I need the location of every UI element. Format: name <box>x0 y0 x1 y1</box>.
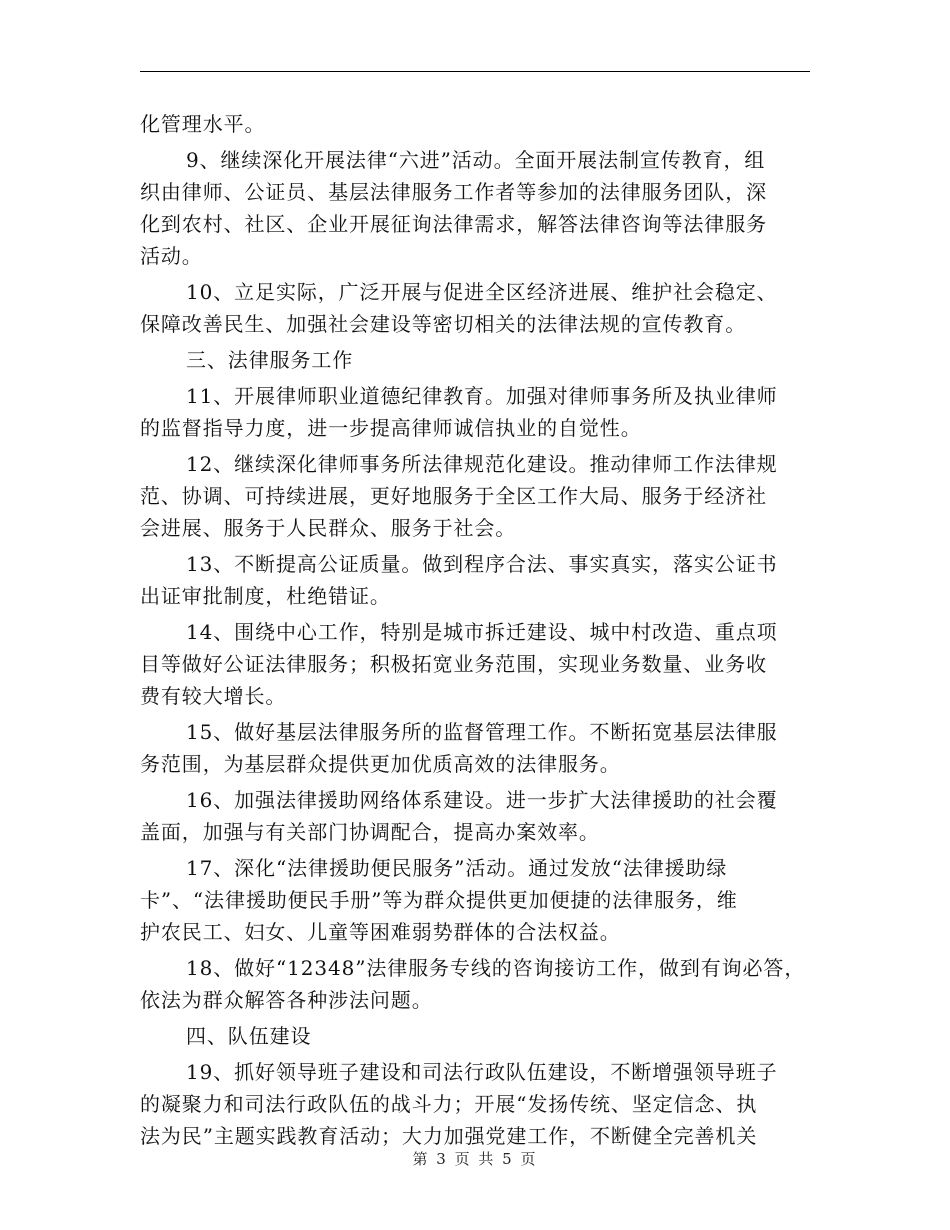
text-line: 盖面，加强与有关部门协调配合，提高办案效率。 <box>140 820 600 844</box>
text-line: 护农民工、妇女、儿童等困难弱势群体的合法权益。 <box>140 920 621 944</box>
text-line: 三、法律服务工作 <box>186 348 354 372</box>
text-line: 范、协调、可持续进展，更好地服务于全区工作大局、服务于经济社 <box>140 484 767 508</box>
text-line: 10、立足实际，广泛开展与促进全区经济进展、维护社会稳定、 <box>186 280 778 304</box>
text-line: 法为民”主题实践教育活动；大力加强党建工作，不断健全完善机关 <box>140 1124 758 1148</box>
paragraph <box>140 784 812 848</box>
text-line: 13、不断提高公证质量。做到程序合法、事实真实，落实公证书 <box>186 552 778 576</box>
text-line: 18、做好“12348”法律服务专线的咨询接访工作，做到有询必答， <box>186 956 806 980</box>
text-line: 的凝聚力和司法行政队伍的战斗力；开展“发扬传统、坚定信念、执 <box>140 1092 758 1116</box>
paragraph <box>140 1056 812 1152</box>
text-line: 11、开展律师职业道德纪律教育。加强对律师事务所及执业律师 <box>186 384 778 408</box>
paragraph <box>140 380 812 444</box>
text-line: 12、继续深化律师事务所法律规范化建设。推动律师工作法律规 <box>186 452 778 476</box>
paragraph <box>140 276 812 340</box>
paragraph <box>140 344 812 376</box>
text-line: 15、做好基层法律服务所的监督管理工作。不断拓宽基层法律服 <box>186 720 778 744</box>
paragraph <box>140 1020 812 1052</box>
text-line: 16、加强法律援助网络体系建设。进一步扩大法律援助的社会覆 <box>186 788 778 812</box>
paragraph <box>140 448 812 544</box>
paragraph <box>140 616 812 712</box>
document-body <box>140 108 812 1156</box>
text-line: 9、继续深化开展法律“六进”活动。全面开展法制宣传教育，组 <box>186 148 766 172</box>
paragraph <box>140 144 812 272</box>
paragraph <box>140 716 812 780</box>
page-number-footer: 第 3 页 共 5 页 <box>412 1150 538 1168</box>
text-line: 化到农村、社区、企业开展征询法律需求，解答法律咨询等法律服务 <box>140 212 767 236</box>
text-line: 化管理水平。 <box>140 112 266 136</box>
text-line: 活动。 <box>140 244 203 268</box>
text-line: 卡”、“法律援助便民手册”等为群众提供更加便捷的法律服务，维 <box>140 888 738 912</box>
text-line: 务范围，为基层群众提供更加优质高效的法律服务。 <box>140 752 621 776</box>
text-line: 目等做好公证法律服务；积极拓宽业务范围，实现业务数量、业务收 <box>140 652 767 676</box>
text-line: 四、队伍建设 <box>186 1024 312 1048</box>
text-line: 14、围绕中心工作，特别是城市拆迁建设、城中村改造、重点项 <box>186 620 778 644</box>
paragraph <box>140 952 812 1016</box>
text-line: 的监督指导力度，进一步提高律师诚信执业的自觉性。 <box>140 416 642 440</box>
text-line: 出证审批制度，杜绝错证。 <box>140 584 391 608</box>
text-line: 17、深化“法律援助便民服务”活动。通过发放“法律援助绿 <box>186 856 728 880</box>
text-line: 织由律师、公证员、基层法律服务工作者等参加的法律服务团队，深 <box>140 180 767 204</box>
header-rule <box>140 71 810 72</box>
paragraph <box>140 852 812 948</box>
paragraph <box>140 108 812 140</box>
text-line: 费有较大增长。 <box>140 684 287 708</box>
text-line: 保障改善民生、加强社会建设等密切相关的法律法规的宣传教育。 <box>140 312 747 336</box>
text-line: 19、抓好领导班子建设和司法行政队伍建设，不断增强领导班子 <box>186 1060 778 1084</box>
text-line: 会进展、服务于人民群众、服务于社会。 <box>140 516 517 540</box>
paragraph <box>140 548 812 612</box>
text-line: 依法为群众解答各种涉法问题。 <box>140 988 433 1012</box>
